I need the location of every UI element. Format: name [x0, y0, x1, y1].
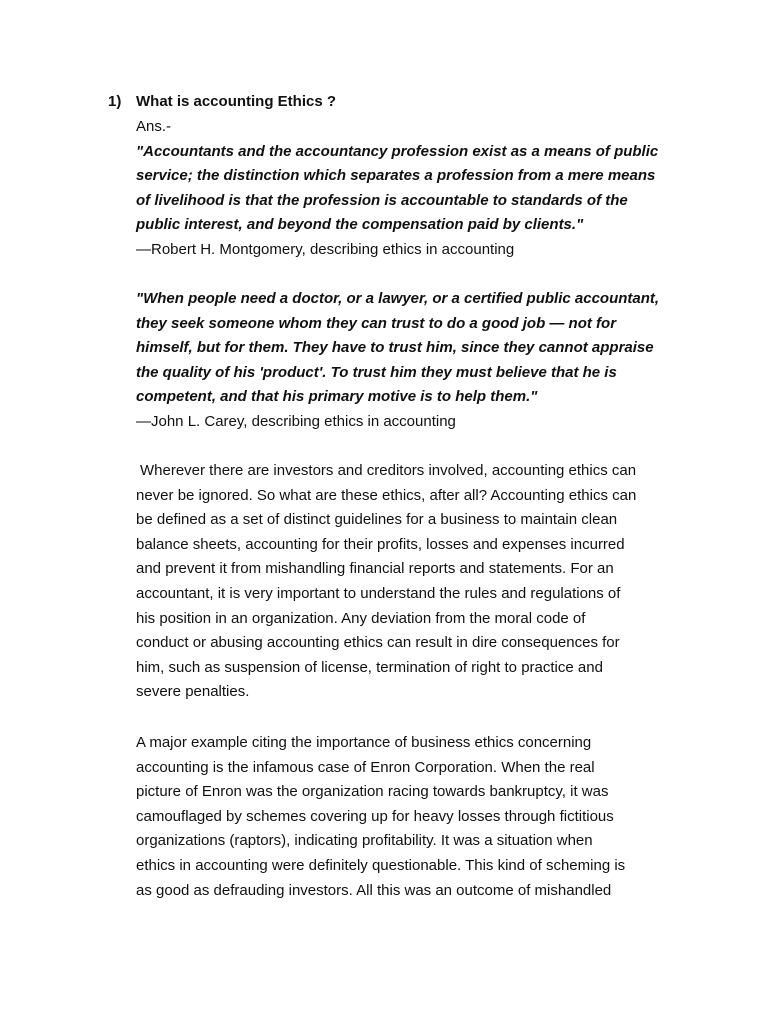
quote-block-carey [136, 287, 696, 435]
quote-line: competent, and that his primary motive is to help them." [136, 388, 538, 406]
paragraph-line: picture of Enron was the organization racing towards bankruptcy, it was [136, 783, 609, 801]
paragraph-line: never be ignored. So what are these ethics, after all? Accounting ethics can [136, 486, 637, 504]
paragraph-line: Wherever there are investors and creditors involved, accounting ethics can [140, 462, 637, 479]
paragraph-line: accountant, it is very important to understand the rules and regulations of [136, 584, 621, 602]
question-heading [108, 90, 336, 114]
answer-label: Ans.- [136, 118, 172, 135]
quote-line: public interest, and beyond the compensation paid by clients." [136, 216, 584, 234]
quote-line: service; the distinction which separates a profession from a mere means [136, 167, 656, 185]
paragraph-line: him, such as suspension of license, termination of right to practice and [136, 658, 603, 676]
quote-line: himself, but for them. They have to trust him, since they cannot appraise [136, 339, 654, 357]
answer-block [136, 115, 696, 263]
paragraph-line: and prevent it from mishandling financial reports and statements. For an [136, 560, 614, 578]
paragraph-investors [136, 459, 696, 705]
paragraph-line: balance sheets, accounting for their profits, losses and expenses incurred [136, 535, 625, 553]
paragraph-line: accounting is the infamous case of Enron Corporation. When the real [136, 758, 595, 776]
quote-line: they seek someone whom they can trust to do a good job — not for [136, 314, 617, 332]
quote-line: the quality of his 'product'. To trust him they must believe that he is [136, 363, 617, 381]
quote-attribution: —Robert H. Montgomery, describing ethics in accounting [136, 240, 515, 258]
quote-attribution: —John L. Carey, describing ethics in accounting [136, 412, 456, 430]
paragraph-line: A major example citing the importance of business ethics concerning [136, 734, 592, 751]
paragraph-line: severe penalties. [136, 683, 250, 701]
paragraph-line: be defined as a set of distinct guidelines for a business to maintain clean [136, 511, 618, 529]
question-text: What is accounting Ethics ? [136, 93, 337, 110]
quote-line: "When people need a doctor, or a lawyer, or a certified public accountant, [136, 290, 660, 307]
quote-carey [136, 287, 696, 410]
quote-line: of livelihood is that the profession is accountable to standards of the [136, 191, 628, 209]
paragraph-line: conduct or abusing accounting ethics can result in dire consequences for [136, 634, 620, 652]
paragraph-line: as good as defrauding investors. All this was an outcome of mishandled [136, 881, 612, 899]
paragraph-line: organizations (raptors), indicating profitability. It was a situation when [136, 832, 593, 850]
paragraph-enron [136, 731, 696, 903]
quote-montgomery [136, 140, 696, 238]
paragraph-line: ethics in accounting were definitely questionable. This kind of scheming is [136, 856, 626, 874]
question-number: 1) [108, 93, 122, 110]
paragraph-line: camouflaged by schemes covering up for heavy losses through fictitious [136, 807, 614, 825]
quote-line: "Accountants and the accountancy profession exist as a means of public [136, 142, 659, 160]
paragraph-line: his position in an organization. Any deviation from the moral code of [136, 609, 586, 627]
